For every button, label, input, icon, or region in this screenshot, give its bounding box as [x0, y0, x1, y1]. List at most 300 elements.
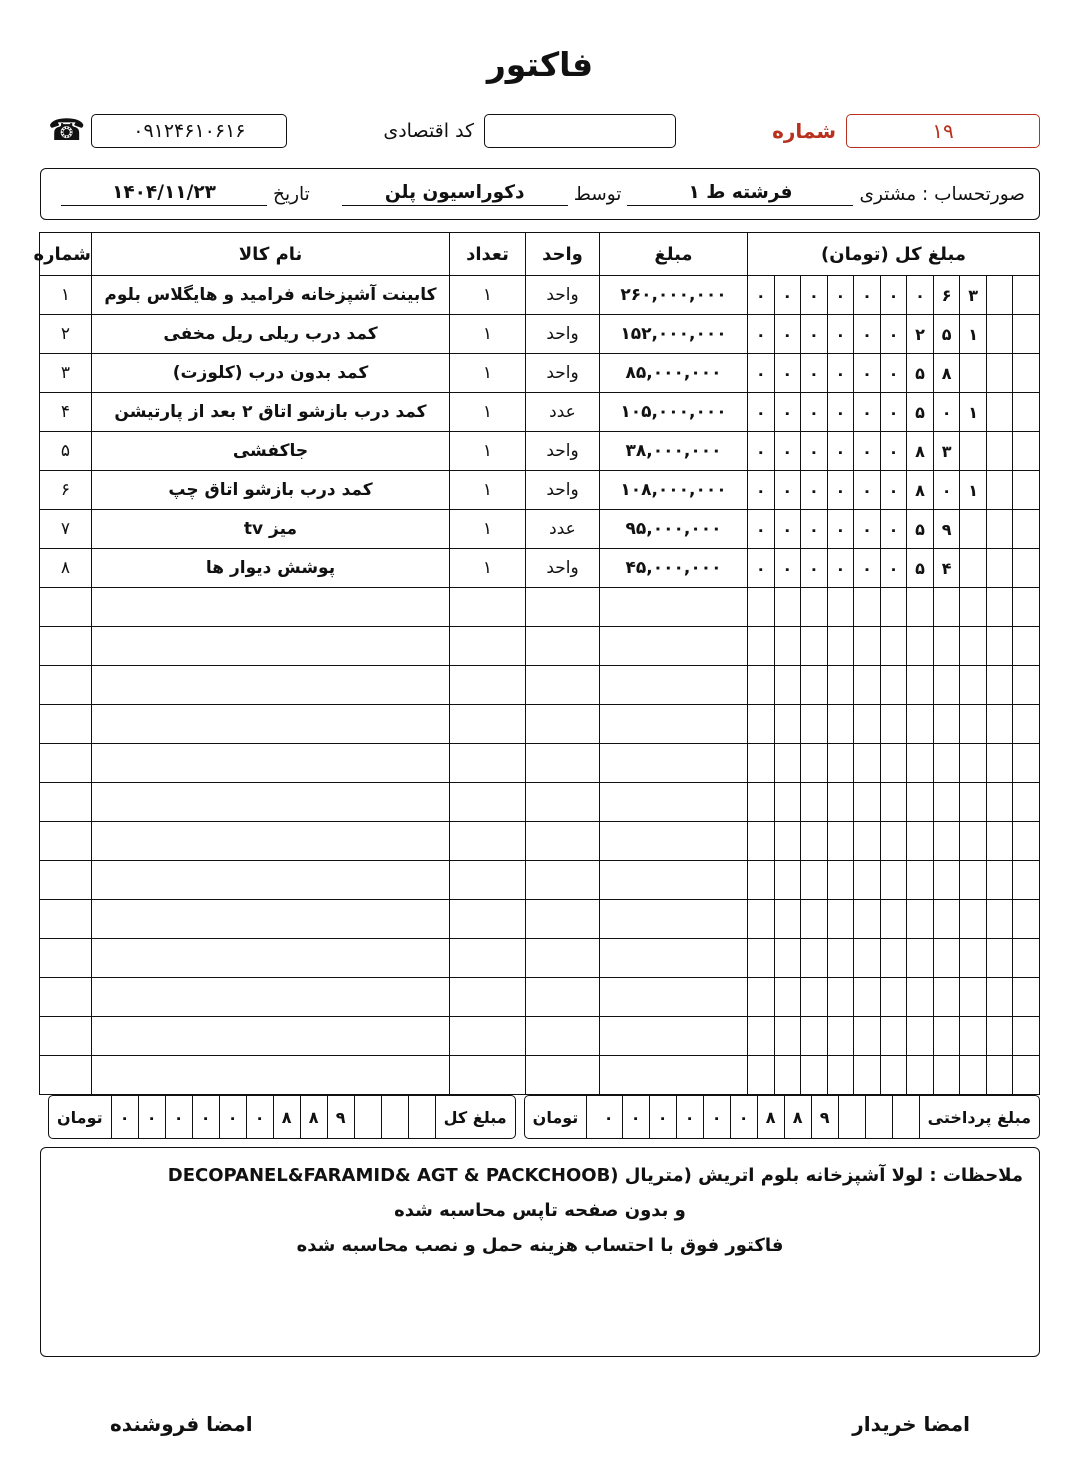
total-digit: ۰ [800, 549, 827, 587]
cell-quantity-empty [450, 939, 526, 978]
total-digit [933, 939, 960, 977]
table-row [40, 510, 1040, 549]
cell-item-name: جاکفشی [92, 432, 450, 471]
total-digit-group [748, 627, 1039, 665]
total-digit [853, 978, 880, 1016]
cell-unit: عدد [526, 510, 600, 549]
total-digit [800, 1017, 827, 1055]
total-digit [1012, 783, 1039, 821]
total-digit [800, 939, 827, 977]
cell-total [748, 471, 1040, 510]
cell-unit: واحد [526, 276, 600, 315]
table-row-empty[interactable] [40, 939, 1040, 978]
cell-total [748, 705, 1040, 744]
total-digit [959, 783, 986, 821]
total-digit [853, 705, 880, 743]
total-digit [774, 939, 801, 977]
total-digit: ۰ [676, 1096, 703, 1138]
cell-total [748, 900, 1040, 939]
cell-unit-empty [526, 900, 600, 939]
total-digit: ۰ [827, 432, 854, 470]
total-digit [880, 939, 907, 977]
total-digit: ۰ [827, 393, 854, 431]
total-digit [959, 900, 986, 938]
total-digit [774, 588, 801, 626]
table-row-empty[interactable] [40, 744, 1040, 783]
cell-item-name: کمد بدون درب (کلوزت) [92, 354, 450, 393]
total-digit [853, 822, 880, 860]
cell-amount: ۱۰۵,۰۰۰,۰۰۰ [600, 393, 748, 432]
invoice-number-label: شماره [772, 119, 836, 143]
total-digit [1012, 588, 1039, 626]
total-digit [906, 666, 933, 704]
phone-group [40, 114, 287, 148]
total-digit: ۰ [880, 432, 907, 470]
total-digit [933, 1056, 960, 1094]
total-digit [906, 627, 933, 665]
signature-row [40, 1412, 1040, 1436]
cell-unit: واحد [526, 471, 600, 510]
total-digit: ۰ [853, 354, 880, 392]
total-digit [748, 588, 774, 626]
table-row-empty[interactable] [40, 666, 1040, 705]
cell-amount: ۲۶۰,۰۰۰,۰۰۰ [600, 276, 748, 315]
total-digit [827, 861, 854, 899]
cell-amount-empty [600, 666, 748, 705]
cell-total [748, 666, 1040, 705]
total-digit [865, 1096, 892, 1138]
total-digit [986, 744, 1013, 782]
total-digit [986, 900, 1013, 938]
cell-row-number-empty [40, 588, 92, 627]
seller-signature-label: امضا فروشنده [110, 1412, 253, 1436]
total-digit [1012, 393, 1039, 431]
economic-code-input[interactable] [484, 114, 676, 148]
total-digit [959, 666, 986, 704]
cell-total [748, 354, 1040, 393]
total-digit [933, 1017, 960, 1055]
total-digit [1012, 627, 1039, 665]
total-digit-group [748, 510, 1039, 548]
total-digit: ۵ [906, 393, 933, 431]
total-digit [1012, 939, 1039, 977]
cell-unit: واحد [526, 432, 600, 471]
total-digit-group [748, 315, 1039, 353]
total-digit [853, 588, 880, 626]
total-digit [933, 783, 960, 821]
total-digit: ۰ [880, 510, 907, 548]
total-digit [853, 666, 880, 704]
total-digit [880, 822, 907, 860]
total-digit: ۰ [880, 393, 907, 431]
cell-row-number: ۲ [40, 315, 92, 354]
total-digit [827, 822, 854, 860]
cell-row-number: ۵ [40, 432, 92, 471]
total-digit [959, 705, 986, 743]
header-row-no: شماره [40, 233, 92, 276]
cell-row-number-empty [40, 627, 92, 666]
table-row [40, 315, 1040, 354]
cell-amount-empty [600, 822, 748, 861]
cell-amount-empty [600, 939, 748, 978]
total-digit [853, 861, 880, 899]
total-digit [748, 939, 774, 977]
cell-amount-empty [600, 783, 748, 822]
paid-amount-label: مبلغ پرداختی [919, 1096, 1039, 1138]
total-digit [986, 510, 1013, 548]
total-digit: ۵ [906, 354, 933, 392]
total-digit: ۰ [853, 393, 880, 431]
cell-quantity-empty [450, 783, 526, 822]
cell-item-name: کابینت آشپزخانه فرامید و هایگلاس بلوم [92, 276, 450, 315]
total-digit-group [748, 783, 1039, 821]
cell-amount-empty [600, 1017, 748, 1056]
total-digit: ۳ [959, 276, 986, 314]
total-digit: ۰ [800, 354, 827, 392]
total-digit [880, 666, 907, 704]
total-digit [880, 744, 907, 782]
invoice-for-label: صورتحساب : مشتری [859, 183, 1025, 205]
total-digit [800, 666, 827, 704]
table-row-empty[interactable] [40, 1056, 1040, 1095]
paid-amount-digits[interactable] [587, 1096, 918, 1138]
total-digit [800, 1056, 827, 1094]
total-digit [906, 939, 933, 977]
total-digit [986, 1056, 1013, 1094]
notes-line-1-prefix: ملاحظات : لولا آشپزخانه بلوم اتریش (متریال [618, 1165, 1023, 1186]
total-digit: ۰ [774, 276, 801, 314]
total-digit [381, 1096, 408, 1138]
total-digit [959, 549, 986, 587]
total-digit [800, 978, 827, 1016]
cell-amount-empty [600, 744, 748, 783]
total-digit [880, 900, 907, 938]
total-digit: ۰ [853, 432, 880, 470]
cell-item-name-empty [92, 900, 450, 939]
total-digit [827, 627, 854, 665]
cell-row-number-empty [40, 900, 92, 939]
total-digit [880, 1017, 907, 1055]
cell-total [748, 276, 1040, 315]
cell-quantity-empty [450, 861, 526, 900]
total-digit: ۰ [827, 549, 854, 587]
total-digit: ۰ [774, 393, 801, 431]
total-digit [774, 1056, 801, 1094]
total-digit [1012, 900, 1039, 938]
cell-amount: ۱۰۸,۰۰۰,۰۰۰ [600, 471, 748, 510]
total-digit: ۰ [853, 549, 880, 587]
cell-item-name-empty [92, 744, 450, 783]
cell-total [748, 510, 1040, 549]
total-digit [933, 822, 960, 860]
total-digit: ۰ [755, 324, 766, 344]
cell-total [748, 627, 1040, 666]
total-digit [774, 783, 801, 821]
total-digit [748, 1017, 774, 1055]
total-digit: ۵ [933, 315, 960, 353]
total-digit [827, 744, 854, 782]
total-digit [853, 939, 880, 977]
total-digit [959, 1056, 986, 1094]
total-digit [933, 744, 960, 782]
total-digit [853, 744, 880, 782]
notes-box [40, 1147, 1040, 1357]
total-digit [959, 861, 986, 899]
cell-row-number: ۸ [40, 549, 92, 588]
total-digit [1012, 744, 1039, 782]
total-digit: ۰ [649, 1096, 676, 1138]
items-table [33, 232, 1040, 1095]
cell-item-name: کمد درب بازشو اتاق چپ [92, 471, 450, 510]
total-digit-group [748, 666, 1039, 704]
cell-unit-empty [526, 666, 600, 705]
total-digit [800, 744, 827, 782]
cell-amount-empty [600, 705, 748, 744]
notes-line-2: و بدون صفحه تاپس محاسبه شده [394, 1200, 686, 1222]
total-digit: ۰ [219, 1096, 246, 1138]
cell-total [748, 978, 1040, 1017]
total-digit: ۰ [755, 363, 766, 383]
table-row-empty[interactable] [40, 627, 1040, 666]
total-digit-group [748, 276, 1039, 314]
page-title: فاکتور [486, 45, 594, 84]
total-digit: ۰ [755, 519, 766, 539]
total-digit: ۸ [784, 1096, 811, 1138]
cell-item-name-empty [92, 978, 450, 1017]
total-digit [1012, 432, 1039, 470]
total-digit [774, 978, 801, 1016]
cell-row-number-empty [40, 861, 92, 900]
total-digit [933, 978, 960, 1016]
header-row [40, 108, 1040, 154]
table-row-empty[interactable] [40, 705, 1040, 744]
cell-unit-empty [526, 744, 600, 783]
total-digit: ۸ [273, 1096, 300, 1138]
cell-quantity-empty [450, 1056, 526, 1095]
total-digit [827, 783, 854, 821]
cell-quantity: ۱ [450, 354, 526, 393]
total-digit [880, 783, 907, 821]
cell-quantity-empty [450, 744, 526, 783]
cell-row-number: ۷ [40, 510, 92, 549]
total-digit [959, 354, 986, 392]
total-digit [959, 939, 986, 977]
total-digit [827, 939, 854, 977]
total-digit [906, 783, 933, 821]
total-digit: ۰ [165, 1096, 192, 1138]
table-row [40, 471, 1040, 510]
cell-total [748, 1017, 1040, 1056]
cell-row-number: ۴ [40, 393, 92, 432]
total-digit: ۸ [933, 354, 960, 392]
items-table-body [40, 276, 1040, 1095]
cell-amount: ۴۵,۰۰۰,۰۰۰ [600, 549, 748, 588]
total-digit: ۸ [300, 1096, 327, 1138]
total-digit [800, 861, 827, 899]
cell-quantity: ۱ [450, 393, 526, 432]
total-digit: ۰ [774, 432, 801, 470]
cell-quantity: ۱ [450, 276, 526, 315]
total-digit [1012, 666, 1039, 704]
total-digit: ۱ [959, 471, 986, 509]
total-digit [800, 627, 827, 665]
total-digit: ۰ [138, 1096, 165, 1138]
total-digit [853, 783, 880, 821]
total-digit [1012, 276, 1039, 314]
cell-unit: واحد [526, 315, 600, 354]
total-digit [827, 1017, 854, 1055]
total-digit [933, 900, 960, 938]
table-row-empty[interactable] [40, 1017, 1040, 1056]
cell-total [748, 432, 1040, 471]
total-digit: ۰ [774, 354, 801, 392]
total-digit [774, 822, 801, 860]
total-digit: ۰ [800, 315, 827, 353]
total-digit-group [748, 432, 1039, 470]
table-row-empty[interactable] [40, 822, 1040, 861]
total-digit [1012, 1056, 1039, 1094]
total-digit [986, 432, 1013, 470]
total-digit [774, 861, 801, 899]
cell-item-name-empty [92, 588, 450, 627]
total-digit [986, 861, 1013, 899]
total-digit: ۰ [827, 471, 854, 509]
table-row-empty[interactable] [40, 900, 1040, 939]
total-digit [774, 705, 801, 743]
total-digit: ۰ [755, 402, 766, 422]
by-value[interactable]: دکوراسیون پلن [342, 182, 568, 206]
cell-total [748, 393, 1040, 432]
cell-item-name-empty [92, 1056, 450, 1095]
cell-total [748, 861, 1040, 900]
total-digit: ۰ [622, 1096, 649, 1138]
table-row-empty[interactable] [40, 861, 1040, 900]
total-digit [827, 1056, 854, 1094]
cell-unit-empty [526, 939, 600, 978]
total-digit-group [748, 354, 1039, 392]
total-digit [892, 1096, 919, 1138]
paid-amount-currency: تومان [525, 1096, 588, 1138]
total-digit [986, 549, 1013, 587]
total-digit: ۰ [755, 558, 766, 578]
total-digit: ۱ [959, 315, 986, 353]
total-digit [959, 978, 986, 1016]
cell-row-number-empty [40, 1017, 92, 1056]
cell-quantity-empty [450, 588, 526, 627]
total-digit-group [748, 1056, 1039, 1094]
table-row [40, 276, 1040, 315]
cell-row-number-empty [40, 705, 92, 744]
date-value[interactable]: ۱۴۰۴/۱۱/۲۳ [61, 182, 267, 206]
total-digit [827, 900, 854, 938]
total-digit [959, 510, 986, 548]
total-digit [748, 861, 774, 899]
table-header-row [40, 233, 1040, 276]
cell-total [748, 783, 1040, 822]
total-digit [748, 1056, 774, 1094]
by-label: توسط [573, 183, 622, 205]
cell-unit-empty [526, 822, 600, 861]
phone-icon: ☎ [47, 113, 86, 148]
cell-item-name: کمد درب بازشو اتاق ۲ بعد از پارتیشن [92, 393, 450, 432]
grand-total-digits[interactable] [112, 1096, 435, 1138]
total-digit: ۰ [800, 432, 827, 470]
total-digit [1012, 705, 1039, 743]
cell-item-name-empty [92, 666, 450, 705]
date-label: تاریخ [273, 183, 310, 205]
total-digit [1012, 315, 1039, 353]
total-digit: ۰ [906, 276, 933, 314]
total-digit: ۰ [603, 1107, 614, 1127]
total-digit-group [748, 705, 1039, 743]
header-total: مبلغ کل (تومان) [748, 233, 1040, 276]
total-digit [748, 666, 774, 704]
header-item-name: نام کالا [92, 233, 450, 276]
total-digit [1012, 471, 1039, 509]
total-digit: ۰ [827, 510, 854, 548]
cell-item-name: کمد درب ریلی ریل مخفی [92, 315, 450, 354]
total-digit [933, 588, 960, 626]
total-digit [748, 705, 774, 743]
cell-quantity: ۱ [450, 549, 526, 588]
grand-total-currency: تومان [49, 1096, 112, 1138]
cell-quantity-empty [450, 705, 526, 744]
cell-row-number-empty [40, 822, 92, 861]
total-digit [986, 471, 1013, 509]
notes-line-3: فاکتور فوق با احتساب هزینه حمل و نصب محاسبه شده [296, 1235, 784, 1257]
cell-total [748, 549, 1040, 588]
table-row-empty[interactable] [40, 783, 1040, 822]
grand-total-label: مبلغ کل [435, 1096, 515, 1138]
paid-amount-box [524, 1095, 1040, 1139]
total-digit [1012, 1017, 1039, 1055]
total-digit: ۸ [906, 471, 933, 509]
customer-name-value[interactable]: فرشته ط ۱ [627, 182, 853, 206]
total-digit [906, 744, 933, 782]
total-digit [408, 1096, 435, 1138]
total-digit [906, 861, 933, 899]
cell-row-number: ۳ [40, 354, 92, 393]
total-digit: ۶ [933, 276, 960, 314]
cell-amount-empty [600, 861, 748, 900]
invoice-number-box[interactable]: ۱۹ [846, 114, 1040, 148]
total-digit: ۰ [703, 1096, 730, 1138]
total-digit: ۲ [906, 315, 933, 353]
total-digit [986, 393, 1013, 431]
cell-item-name-empty [92, 783, 450, 822]
total-digit: ۰ [774, 471, 801, 509]
notes-line-1-materials: DECOPANEL&FARAMID& AGT & PACKCHOOB) [167, 1165, 619, 1186]
total-digit: ۵ [906, 549, 933, 587]
phone-number: ۰۹۱۲۴۶۱۰۶۱۶ [91, 114, 287, 148]
cell-amount-empty [600, 627, 748, 666]
table-row-empty[interactable] [40, 588, 1040, 627]
total-digit [959, 432, 986, 470]
total-digit [774, 744, 801, 782]
table-row [40, 432, 1040, 471]
total-digit: ۰ [755, 285, 766, 305]
cell-total [748, 744, 1040, 783]
notes-line-1 [57, 1158, 1023, 1193]
total-digit [986, 822, 1013, 860]
cell-item-name-empty [92, 861, 450, 900]
cell-quantity-empty [450, 627, 526, 666]
grand-total-box [48, 1095, 516, 1139]
table-row-empty[interactable] [40, 978, 1040, 1017]
total-digit [959, 822, 986, 860]
total-digit: ۰ [800, 393, 827, 431]
cell-quantity: ۱ [450, 315, 526, 354]
